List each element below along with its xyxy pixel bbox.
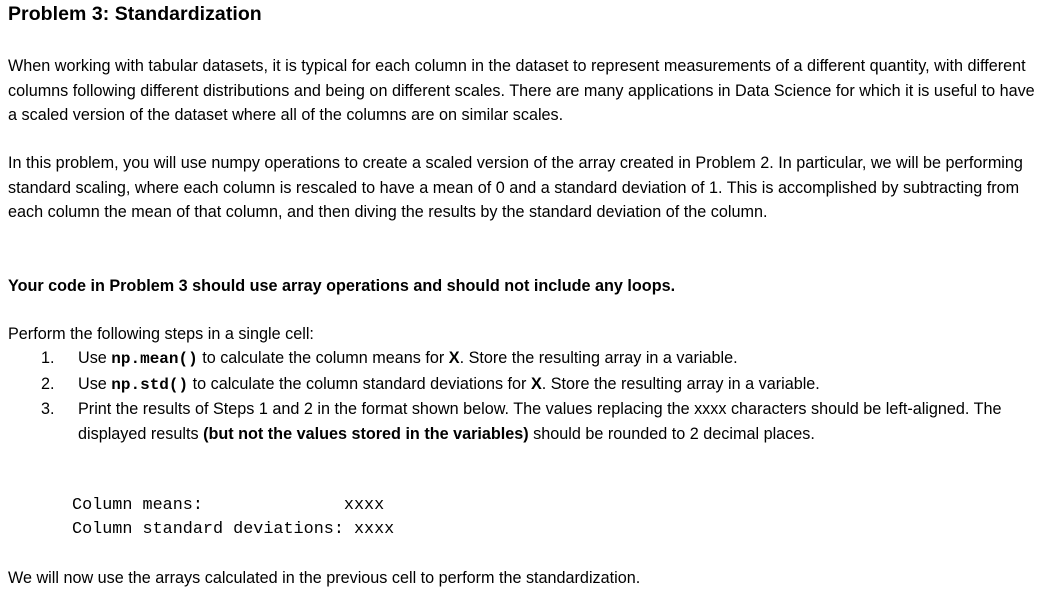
intro-paragraph: When working with tabular datasets, it is typical for each column in the dataset to represent measurements of a different quantity, with different columns following different distributions and being on different scales. There are many applications in Data Science for which it is useful to have a scaled version of the dataset where all of the columns are on similar scales. xyxy=(8,57,1035,124)
step-item-2 xyxy=(8,372,1038,398)
step-text: Use xyxy=(78,349,112,367)
code-output-example xyxy=(72,494,394,541)
code-line: Column means: xxxx xyxy=(72,496,385,515)
no-loops-note: Your code in Problem 3 should use array operations and should not include any loops. xyxy=(8,277,676,295)
step-text: to calculate the column standard deviations for xyxy=(188,374,531,393)
closing-paragraph: We will now use the arrays calculated in the previous cell to perform the standardization. xyxy=(8,569,641,587)
inline-code: np.std() xyxy=(111,375,189,394)
step-text: . Store the resulting array in a variable. xyxy=(541,374,820,393)
steps-intro: Perform the following steps in a single cell: xyxy=(8,325,314,343)
step-text: . Store the resulting array in a variable. xyxy=(459,349,738,367)
step-number: 3. xyxy=(41,400,55,418)
step-text: to calculate the column means for xyxy=(197,349,449,367)
problem-description-paragraph: In this problem, you will use numpy operations to create a scaled version of the array created in Problem 2. In particular, we will be performing standard scaling, where each column is rescaled to have a mean of 0 and a standard deviation of 1. This is accomplished by subtracting from each column the mean of that column, and then diving the results by the standard deviation of the column. xyxy=(8,154,1023,221)
code-line: Column standard deviations: xxxx xyxy=(72,519,395,539)
step-number: 1. xyxy=(41,349,55,367)
emphasis-text: (but not the values stored in the variables) xyxy=(203,424,529,443)
variable-name: X xyxy=(448,349,460,367)
step-number: 2. xyxy=(41,374,55,393)
inline-code: np.mean() xyxy=(111,350,198,368)
page-title: Problem 3: Standardization xyxy=(8,3,262,25)
step-item-3 xyxy=(8,397,1038,446)
step-item-1 xyxy=(8,346,1038,372)
steps-list xyxy=(8,346,1038,446)
step-text: Print the results of Steps 1 and 2 in the format shown below. The values replacing the xxxx characters should be left-aligned. The displayed results xyxy=(78,400,1002,443)
step-text: Use xyxy=(78,374,112,393)
step-text: should be rounded to 2 decimal places. xyxy=(528,424,815,443)
variable-name: X xyxy=(530,374,542,393)
